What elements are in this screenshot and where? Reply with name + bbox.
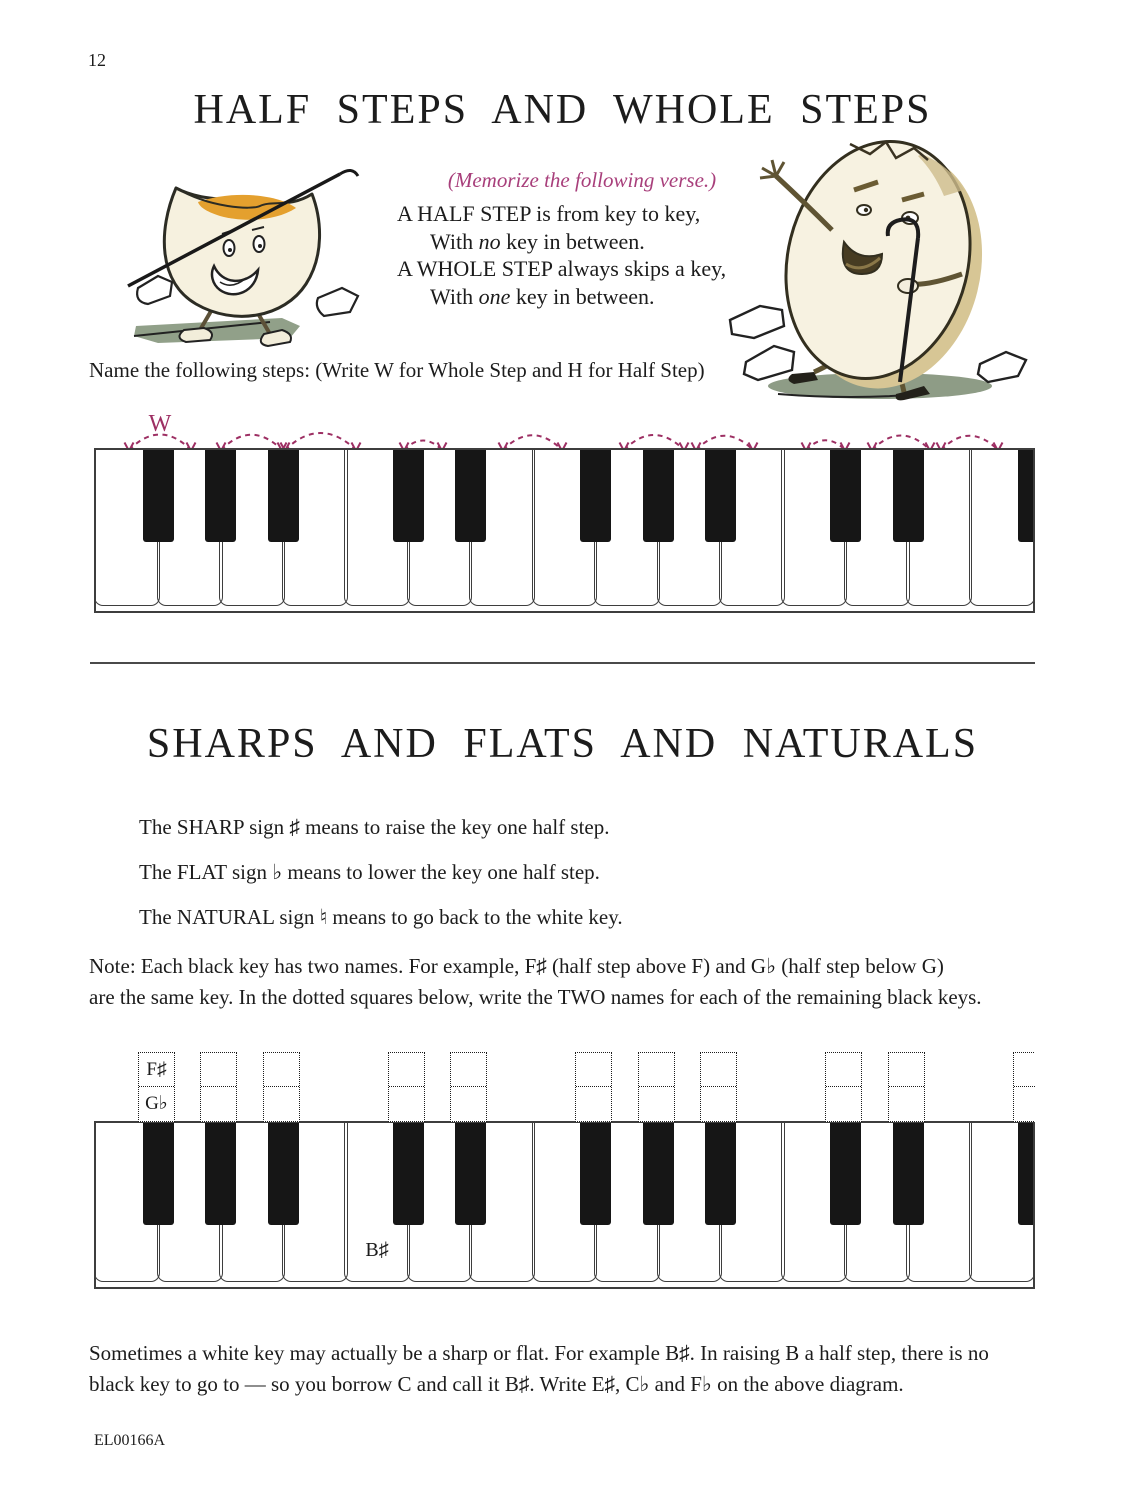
eggshell-character-illustration bbox=[122, 150, 362, 355]
name-box-cell-flat bbox=[889, 1087, 924, 1120]
piano-keyboard-2 bbox=[94, 1121, 1035, 1289]
black-key-name-box-F# bbox=[1013, 1052, 1036, 1122]
name-box-cell-sharp bbox=[264, 1053, 299, 1087]
black-key-name-box-A# bbox=[263, 1052, 300, 1122]
black-key-C# bbox=[393, 1123, 424, 1225]
verse-block bbox=[397, 200, 726, 310]
name-box-cell-sharp bbox=[1014, 1053, 1036, 1087]
name-box-cell-sharp bbox=[639, 1053, 674, 1087]
sharp-sign-definition: The SHARP sign ♯ means to raise the key one half step. bbox=[139, 815, 610, 839]
memorize-caption: (Memorize the following verse.) bbox=[447, 168, 717, 192]
name-box-cell-flat bbox=[264, 1087, 299, 1120]
black-key-name-box-D# bbox=[888, 1052, 925, 1122]
black-key-F# bbox=[580, 1123, 611, 1225]
name-box-cell-flat: G♭ bbox=[145, 1093, 168, 1114]
sign-definitions bbox=[139, 815, 623, 950]
black-key-name-box-G# bbox=[200, 1052, 237, 1122]
name-box-cell-flat bbox=[701, 1087, 736, 1120]
name-box-cell-flat bbox=[451, 1087, 486, 1120]
verse-line-4-post: key in between. bbox=[510, 283, 655, 309]
verse-line-2-pre: With bbox=[430, 228, 479, 254]
name-box-cell-sharp bbox=[576, 1053, 611, 1087]
black-key-name-box-C# bbox=[825, 1052, 862, 1122]
bottom-line-2: black key to go to — so you borrow C and call it B♯. Write E♯, C♭ and F♭ on the above diagram. bbox=[89, 1372, 904, 1396]
black-key-C# bbox=[830, 1123, 861, 1225]
black-key-name-box-A# bbox=[700, 1052, 737, 1122]
name-box-cell-sharp: F♯ bbox=[139, 1053, 174, 1087]
note-line-1: Note: Each black key has two names. For example, F♯ (half step above F) and G♭ (half step below G) bbox=[89, 954, 944, 978]
section1-title: HALF STEPS AND WHOLE STEPS bbox=[193, 87, 932, 133]
verse-line-2-em: no bbox=[478, 228, 501, 254]
natural-sign-definition: The NATURAL sign ♮ means to go back to the white key. bbox=[139, 905, 623, 929]
page-number: 12 bbox=[88, 50, 106, 70]
black-key-C# bbox=[393, 450, 424, 542]
name-box-cell-sharp bbox=[826, 1053, 861, 1087]
note-line-2: are the same key. In the dotted squares below, write the TWO names for each of the remaining black keys. bbox=[89, 985, 982, 1009]
name-box-cell-flat bbox=[826, 1087, 861, 1120]
bottom-line-1: Sometimes a white key may actually be a sharp or flat. For example B♯. In raising B a half step, there is no bbox=[89, 1341, 989, 1365]
name-box-cell-sharp bbox=[201, 1053, 236, 1087]
name-box-cell-flat bbox=[201, 1087, 236, 1120]
black-key-G# bbox=[205, 1123, 236, 1225]
black-key-name-box-F# bbox=[575, 1052, 612, 1122]
step-arcs bbox=[96, 410, 1035, 452]
black-key-G# bbox=[643, 1123, 674, 1225]
black-key-G# bbox=[643, 450, 674, 542]
black-key-A# bbox=[705, 1123, 736, 1225]
black-key-A# bbox=[268, 1123, 299, 1225]
step-arc-F-G bbox=[125, 411, 196, 451]
section-divider bbox=[90, 662, 1035, 664]
name-box-cell-sharp bbox=[451, 1053, 486, 1087]
verse-line-1: A HALF STEP is from key to key, bbox=[397, 201, 701, 226]
verse-line-4-em: one bbox=[478, 283, 511, 309]
name-box-cell-sharp bbox=[389, 1053, 424, 1087]
steps-instruction: Name the following steps: (Write W for Whole Step and H for Half Step) bbox=[89, 358, 705, 382]
black-key-A# bbox=[268, 450, 299, 542]
humpty-egg-character-illustration bbox=[712, 114, 1034, 406]
black-key-A# bbox=[705, 450, 736, 542]
black-key-note bbox=[89, 951, 982, 1013]
black-key-name-box-G# bbox=[638, 1052, 675, 1122]
black-key-F# bbox=[1018, 1123, 1036, 1225]
keyboard-diagram-names bbox=[94, 1051, 1035, 1291]
flat-sign-definition: The FLAT sign ♭ means to lower the key one half step. bbox=[139, 860, 600, 884]
section2-title: SHARPS AND FLATS AND NATURALS bbox=[146, 721, 979, 767]
verse-line-4-pre: With bbox=[430, 283, 479, 309]
catalog-number: EL00166A bbox=[94, 1432, 166, 1449]
name-box-cell-sharp bbox=[889, 1053, 924, 1087]
name-box-cell-flat bbox=[1014, 1087, 1036, 1120]
name-box-cell-sharp bbox=[701, 1053, 736, 1087]
verse-line-2 bbox=[397, 228, 726, 256]
verse-line-3: A WHOLE STEP always skips a key, bbox=[397, 256, 727, 281]
black-key-F# bbox=[1018, 450, 1036, 542]
black-key-F# bbox=[143, 450, 174, 542]
black-key-C# bbox=[830, 450, 861, 542]
black-key-F# bbox=[143, 1123, 174, 1225]
black-key-D# bbox=[893, 1123, 924, 1225]
name-box-cell-flat bbox=[576, 1087, 611, 1120]
black-key-D# bbox=[455, 1123, 486, 1225]
white-key-sharp-note bbox=[89, 1338, 989, 1400]
black-key-G# bbox=[205, 450, 236, 542]
black-key-D# bbox=[455, 450, 486, 542]
black-key-name-box-F# bbox=[138, 1052, 175, 1122]
piano-keyboard-1 bbox=[94, 448, 1035, 613]
name-box-cell-flat bbox=[639, 1087, 674, 1120]
verse-line-2-post: key in between. bbox=[500, 228, 645, 254]
name-box-cell-flat bbox=[389, 1087, 424, 1120]
black-key-D# bbox=[893, 450, 924, 542]
keyboard-diagram-steps bbox=[94, 410, 1035, 615]
step-answer-label: W bbox=[148, 411, 172, 437]
white-key-enharmonic-label: B♯ bbox=[365, 1239, 389, 1261]
black-key-name-box-D# bbox=[450, 1052, 487, 1122]
verse-line-4 bbox=[397, 283, 726, 311]
black-key-name-box-C# bbox=[388, 1052, 425, 1122]
black-key-F# bbox=[580, 450, 611, 542]
